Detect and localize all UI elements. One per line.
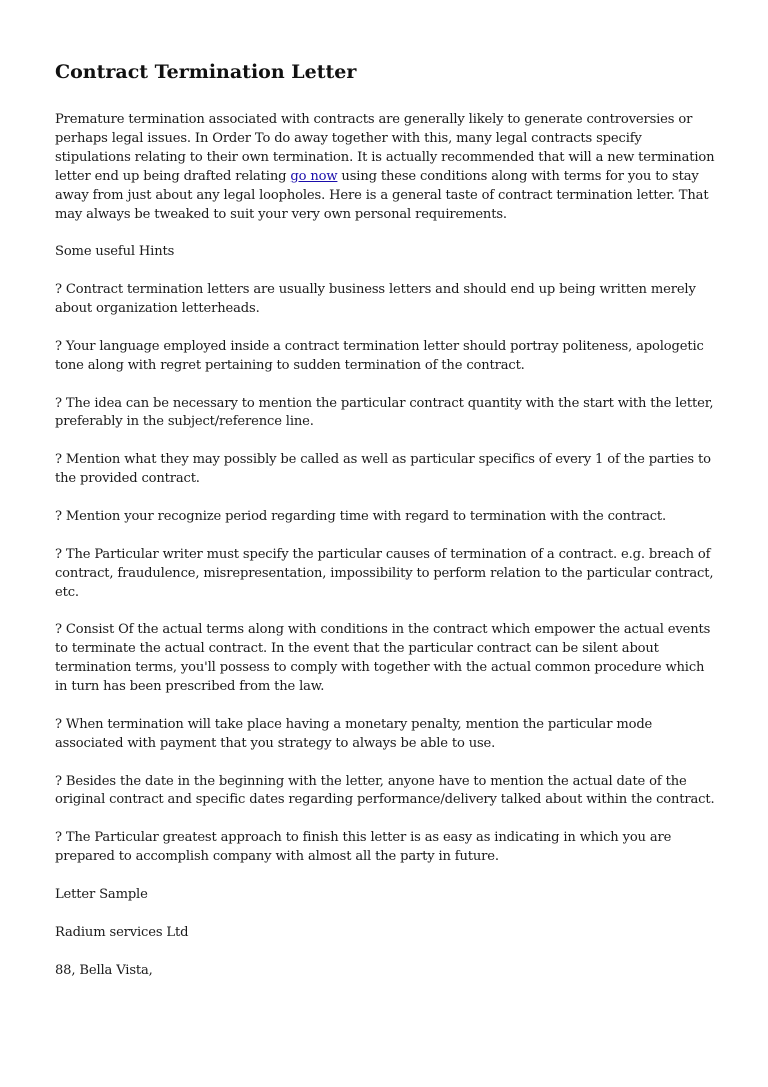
hints-heading: Some useful Hints [55, 244, 175, 260]
hint-item: ? Mention what they may possibly be called as well as particular specifics of every 1 of the parties to the provided contract. [55, 452, 711, 487]
hint-item: ? Consist Of the actual terms along with conditions in the contract which empower the actual events to terminate the actual contract. In the event that the particular contract can be silent about termination terms, you'll possess to comply with together with the actual common procedure which in turn has been prescribed from the law. [55, 622, 711, 695]
page-title: Contract Termination Letter [55, 61, 357, 83]
hint-item: ? Mention your recognize period regarding time with regard to termination with the contract. [55, 508, 667, 524]
intro-paragraph [55, 111, 718, 224]
hint-item: ? When termination will take place having a monetary penalty, mention the particular mode associated with payment that you strategy to always be able to use. [55, 716, 653, 751]
go-now-link[interactable]: go now [290, 168, 338, 184]
intro-text-after-link: using these conditions along with terms for you to stay away from just about any legal loopholes. Here is a general taste of contract termination letter. That may always be tweaked to suit your very own personal requirements. [55, 168, 709, 222]
sample-address: 88, Bella Vista, [55, 962, 153, 978]
hint-item: ? The Particular writer must specify the particular causes of termination of a contract. e.g. breach of contract, fraudulence, misrepresentation, impossibility to perform relation to the particular contract, etc. [55, 546, 714, 600]
hint-item: ? The idea can be necessary to mention the particular contract quantity with the start with the letter, preferably in the subject/reference line. [55, 395, 714, 430]
intro-text-before-link: Premature termination associated with contracts are generally likely to generate controversies or perhaps legal issues. In Order To do away together with this, many legal contracts specify stipulations relating to their own termination. It is actually recommended that will a new termination letter end up being drafted relating [55, 112, 715, 184]
hint-item: ? Your language employed inside a contract termination letter should portray politeness, apologetic tone along with regret pertaining to sudden termination of the contract. [55, 338, 704, 373]
hint-item: ? Besides the date in the beginning with the letter, anyone have to mention the actual date of the original contract and specific dates regarding performance/delivery talked about within the contract. [55, 773, 715, 808]
hint-item: ? Contract termination letters are usually business letters and should end up being written merely about organization letterheads. [55, 282, 696, 317]
hint-item: ? The Particular greatest approach to finish this letter is as easy as indicating in which you are prepared to accomplish company with almost all the party in future. [55, 830, 672, 865]
sample-company: Radium services Ltd [55, 924, 189, 940]
sample-heading: Letter Sample [55, 886, 148, 902]
